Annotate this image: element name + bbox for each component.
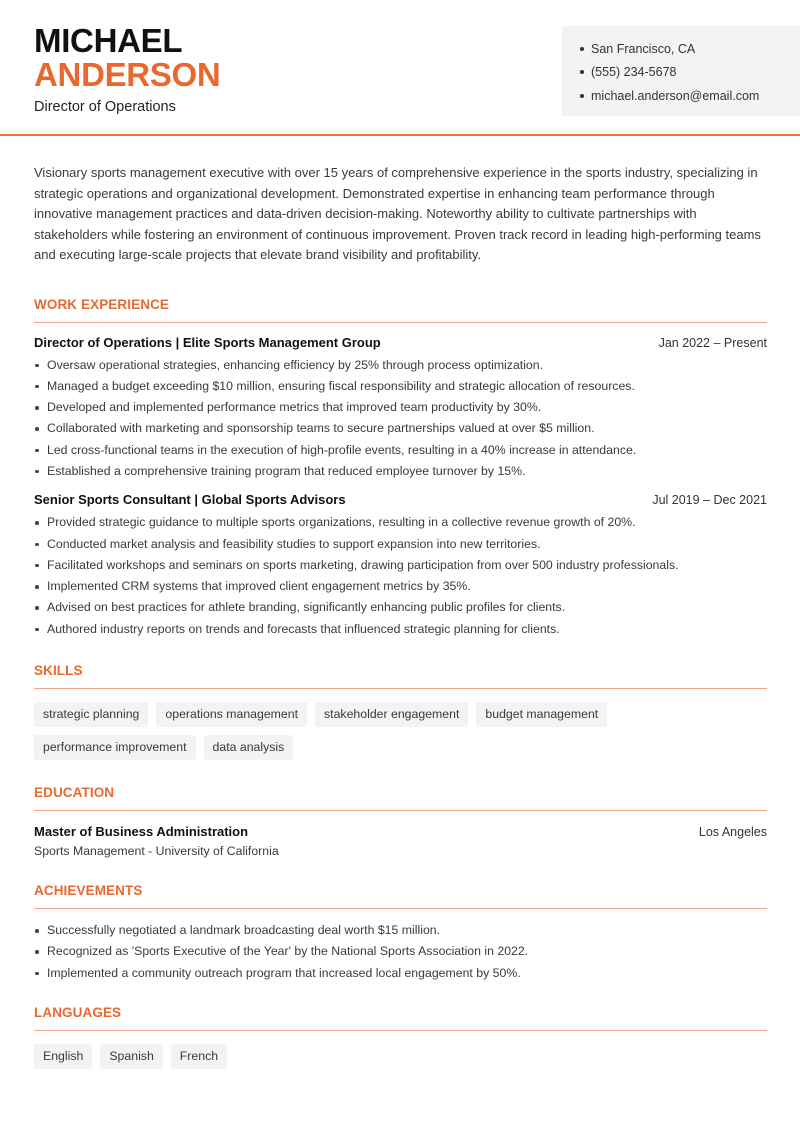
list-item: Advised on best practices for athlete branding, significantly enhancing public profiles for clients. <box>34 597 767 618</box>
list-item: Led cross-functional teams in the execution of high-profile events, resulting in a 40% increase in attendance. <box>34 440 767 461</box>
skill-tag: performance improvement <box>34 735 196 760</box>
skill-tag: budget management <box>476 702 607 727</box>
education-detail: Sports Management - University of California <box>34 844 279 859</box>
language-tags <box>34 1044 767 1069</box>
list-item: Implemented CRM systems that improved client engagement metrics by 35%. <box>34 576 767 597</box>
job-title: Director of Operations <box>34 99 176 115</box>
skill-tag: operations management <box>156 702 307 727</box>
job-bullets <box>34 512 767 640</box>
section-title-work: WORK EXPERIENCE <box>34 296 170 312</box>
location-text: San Francisco, CA <box>591 41 696 56</box>
job-entry <box>34 492 767 640</box>
list-item: Oversaw operational strategies, enhancing efficiency by 25% through process optimization. <box>34 355 767 376</box>
list-item: Successfully negotiated a landmark broadcasting deal worth $15 million. <box>34 920 767 941</box>
skill-tag: stakeholder engagement <box>315 702 468 727</box>
job-dates: Jan 2022 – Present <box>658 335 767 350</box>
job-header <box>34 492 767 507</box>
contact-phone <box>580 61 800 85</box>
contact-location <box>580 37 800 61</box>
degree: Master of Business Administration <box>34 824 249 840</box>
bullet-icon <box>580 70 584 74</box>
list-item: Established a comprehensive training program that reduced employee turnover by 15%. <box>34 461 767 482</box>
list-item: Provided strategic guidance to multiple sports organizations, resulting in a collective revenue growth of 20%. <box>34 512 767 533</box>
language-tag: English <box>34 1044 92 1069</box>
list-item: Facilitated workshops and seminars on sports marketing, drawing participation from over 500 industry professionals. <box>34 555 767 576</box>
section-title-education: EDUCATION <box>34 785 115 801</box>
work-experience-section <box>34 297 767 641</box>
job-entry <box>34 335 767 483</box>
section-divider <box>34 908 767 909</box>
job-role: Director of Operations | Elite Sports Management Group <box>34 334 381 350</box>
education-entry <box>34 824 767 858</box>
last-name: ANDERSON <box>34 56 221 93</box>
bullet-icon <box>580 94 584 98</box>
skill-tag: data analysis <box>204 735 294 760</box>
languages-section <box>34 1005 767 1069</box>
education-location: Los Angeles <box>698 825 767 840</box>
language-tag: French <box>171 1044 227 1069</box>
summary-paragraph: Visionary sports management executive with over 15 years of comprehensive experience in the sports industry, specializing in strategic operations and organizational development. Demonstrated expertise in enhancing team performance through innovative management practices and data-driven decision-making. Noteworthy ability to cultivate partnerships with stakeholders while fostering an environment of continuous improvement. Proven track record in leading high-performing teams and executing large-scale projects that elevate brand visibility and profitability. <box>34 165 761 262</box>
list-item: Recognized as 'Sports Executive of the Year' by the National Sports Association in 2022. <box>34 941 767 962</box>
achievements-section <box>34 883 767 984</box>
skills-section <box>34 663 767 760</box>
bullet-icon <box>580 47 584 51</box>
section-title-skills: SKILLS <box>34 663 83 679</box>
resume-header <box>0 0 800 136</box>
achievements-list <box>34 920 767 984</box>
job-dates: Jul 2019 – Dec 2021 <box>652 493 767 508</box>
resume-body <box>34 163 767 1069</box>
section-divider <box>34 1030 767 1031</box>
section-divider <box>34 810 767 811</box>
job-bullets <box>34 355 767 483</box>
skills-tags <box>34 702 767 760</box>
list-item: Developed and implemented performance metrics that improved team productivity by 30%. <box>34 397 767 418</box>
list-item: Implemented a community outreach program that increased local engagement by 50%. <box>34 963 767 984</box>
job-header <box>34 335 767 350</box>
language-tag: Spanish <box>100 1044 162 1069</box>
job-role: Senior Sports Consultant | Global Sports Advisors <box>34 492 346 508</box>
section-title-languages: LANGUAGES <box>34 1004 122 1020</box>
list-item: Conducted market analysis and feasibility studies to support expansion into new territories. <box>34 534 767 555</box>
list-item: Authored industry reports on trends and forecasts that influenced strategic planning for clients. <box>34 619 767 640</box>
contact-box <box>562 26 800 116</box>
education-header <box>34 824 767 839</box>
skill-tag: strategic planning <box>34 702 148 727</box>
section-divider <box>34 322 767 323</box>
email-text: michael.anderson@email.com <box>591 88 760 103</box>
education-section <box>34 785 767 858</box>
phone-text: (555) 234-5678 <box>591 65 677 80</box>
list-item: Managed a budget exceeding $10 million, ensuring fiscal responsibility and strategic allocation of resources. <box>34 376 767 397</box>
section-divider <box>34 688 767 689</box>
list-item: Collaborated with marketing and sponsorship teams to secure partnerships valued at over $5 million. <box>34 418 767 439</box>
section-title-achievements: ACHIEVEMENTS <box>34 883 143 899</box>
first-name: MICHAEL <box>34 22 183 59</box>
contact-email <box>580 84 800 108</box>
